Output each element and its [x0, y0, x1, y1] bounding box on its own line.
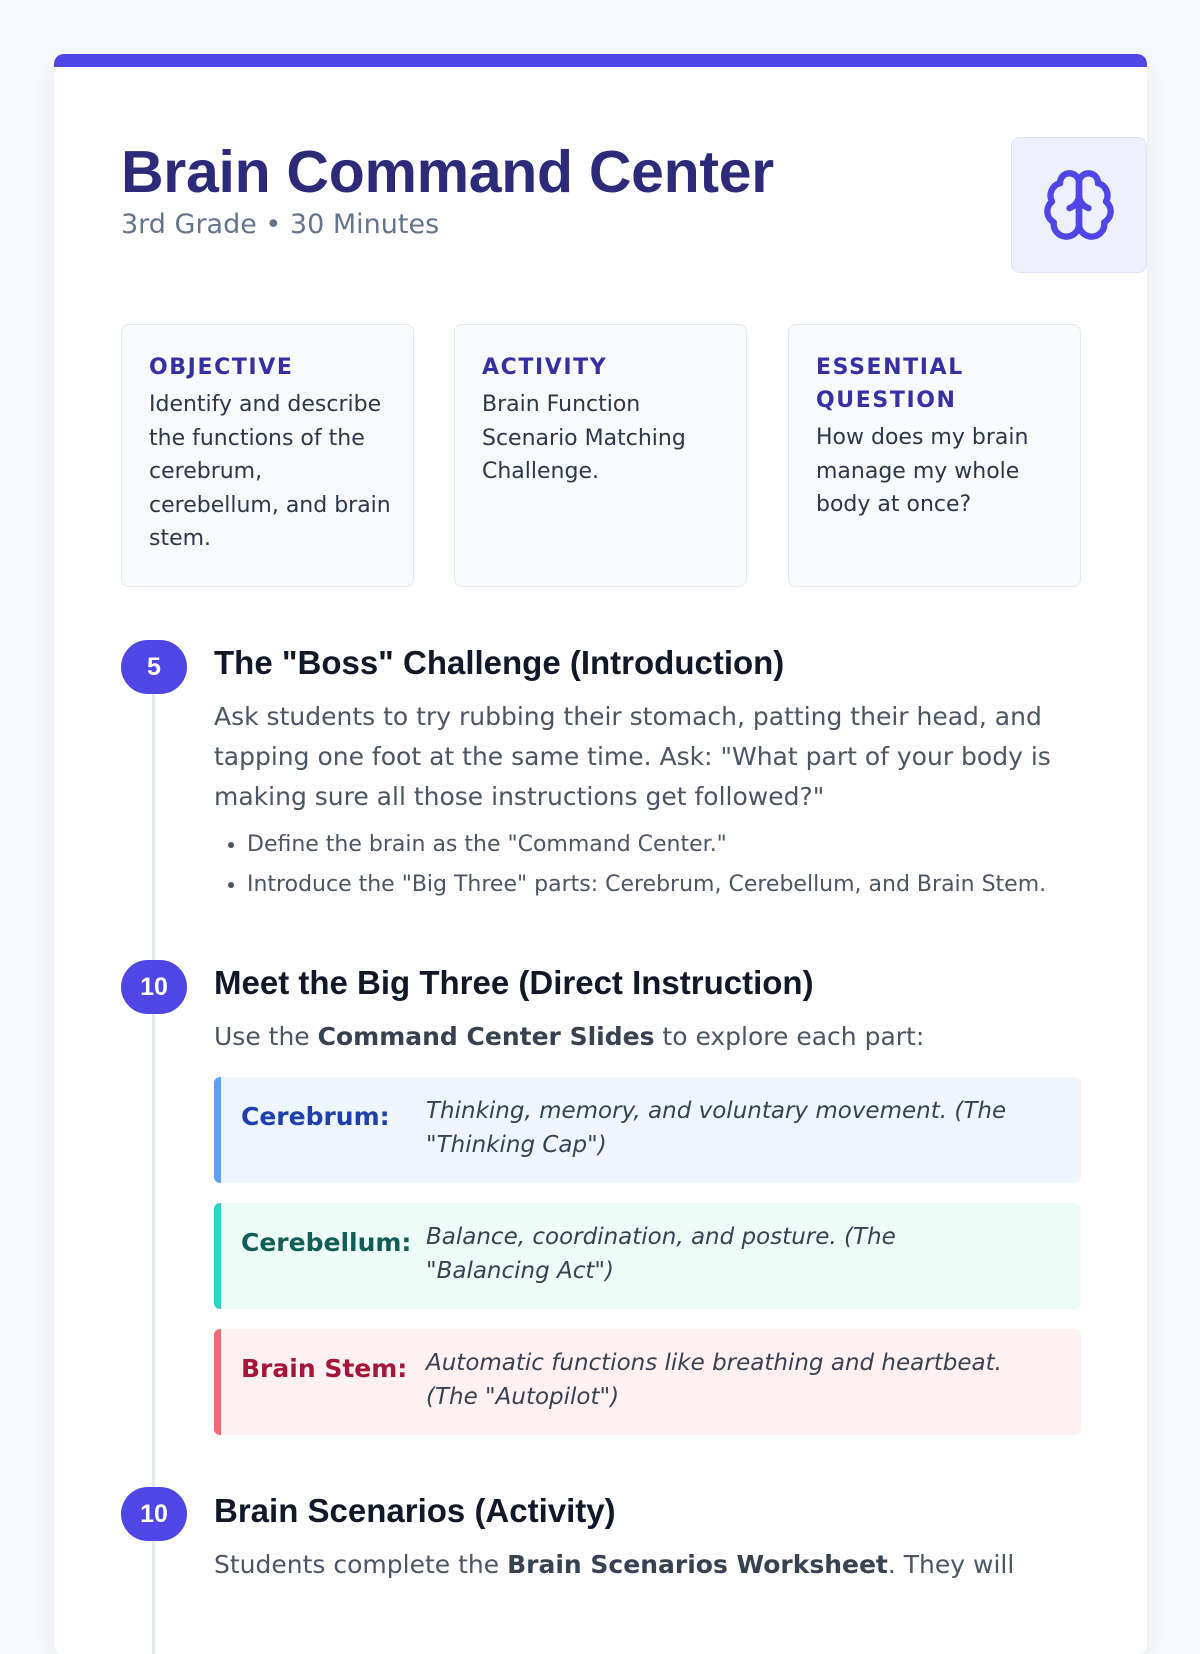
activity-label: ACTIVITY [482, 355, 608, 380]
step-duration-badge: 5 [121, 640, 187, 694]
objective-label: OBJECTIVE [149, 355, 294, 380]
step-duration-badge: 10 [121, 1487, 187, 1541]
lesson-overview [121, 324, 1081, 587]
brain-stem-callout [214, 1329, 1081, 1435]
list-item: • Introduce the "Big Three" parts: Cerebrum, Cerebellum, and Brain Stem. [247, 865, 1081, 905]
worksheet-resource-name: Brain Scenarios Worksheet [507, 1550, 888, 1579]
lesson-plan-card [54, 54, 1147, 1654]
description-text: to explore each part: [654, 1022, 925, 1051]
step-title: The "Boss" Challenge (Introduction) [214, 644, 785, 681]
part-description: Balance, coordination, and posture. (The "Balancing Act") [426, 1224, 896, 1284]
timeline-connector [152, 677, 155, 965]
objective-card [121, 324, 414, 587]
slides-resource-name: Command Center Slides [317, 1022, 655, 1051]
page-title: Brain Command Center [121, 139, 774, 205]
description-text: Use the [214, 1022, 318, 1051]
step-bullet-list [247, 825, 1081, 905]
lesson-header [121, 137, 1081, 277]
objective-text: Identify and describe the functions of the cerebrum, cerebellum, and brain stem. [149, 392, 391, 551]
step-description: Ask students to try rubbing their stomach, patting their head, and tapping one foot at the same time. Ask: "What part of your body is making sure all those instructions get followed?" [214, 702, 1051, 811]
step-description [214, 1545, 1081, 1585]
grade-duration: 3rd Grade • 30 Minutes [121, 209, 440, 240]
step-title: Meet the Big Three (Direct Instruction) [214, 964, 814, 1001]
timeline-connector [152, 997, 155, 1515]
brain-icon [1041, 167, 1117, 243]
step-activity [214, 1489, 1081, 1585]
essential-question-label: ESSENTIAL QUESTION [816, 355, 964, 413]
essential-question-card [788, 324, 1081, 587]
list-item: • Define the brain as the "Command Center." [247, 825, 1081, 865]
step-title: Brain Scenarios (Activity) [214, 1492, 616, 1529]
brain-icon-container [1011, 137, 1147, 273]
part-description: Thinking, memory, and voluntary movement. (The "Thinking Cap") [426, 1098, 1007, 1158]
step-introduction [214, 641, 1081, 905]
part-name: Cerebellum: [241, 1228, 412, 1257]
part-name: Cerebrum: [241, 1102, 390, 1131]
cerebellum-callout [214, 1203, 1081, 1309]
description-text: Students complete the [214, 1550, 508, 1579]
part-name: Brain Stem: [241, 1354, 408, 1383]
step-duration-badge: 10 [121, 960, 187, 1014]
description-text: . They will [887, 1550, 1015, 1579]
part-description: Automatic functions like breathing and heartbeat. (The "Autopilot") [426, 1350, 1002, 1410]
essential-question-text: How does my brain manage my whole body at once? [816, 425, 1029, 517]
activity-card [454, 324, 747, 587]
cerebrum-callout [214, 1077, 1081, 1183]
step-direct-instruction [214, 961, 1081, 1435]
activity-text: Brain Function Scenario Matching Challenge. [482, 392, 686, 484]
step-description [214, 1017, 1081, 1057]
timeline-connector [152, 1537, 155, 1654]
